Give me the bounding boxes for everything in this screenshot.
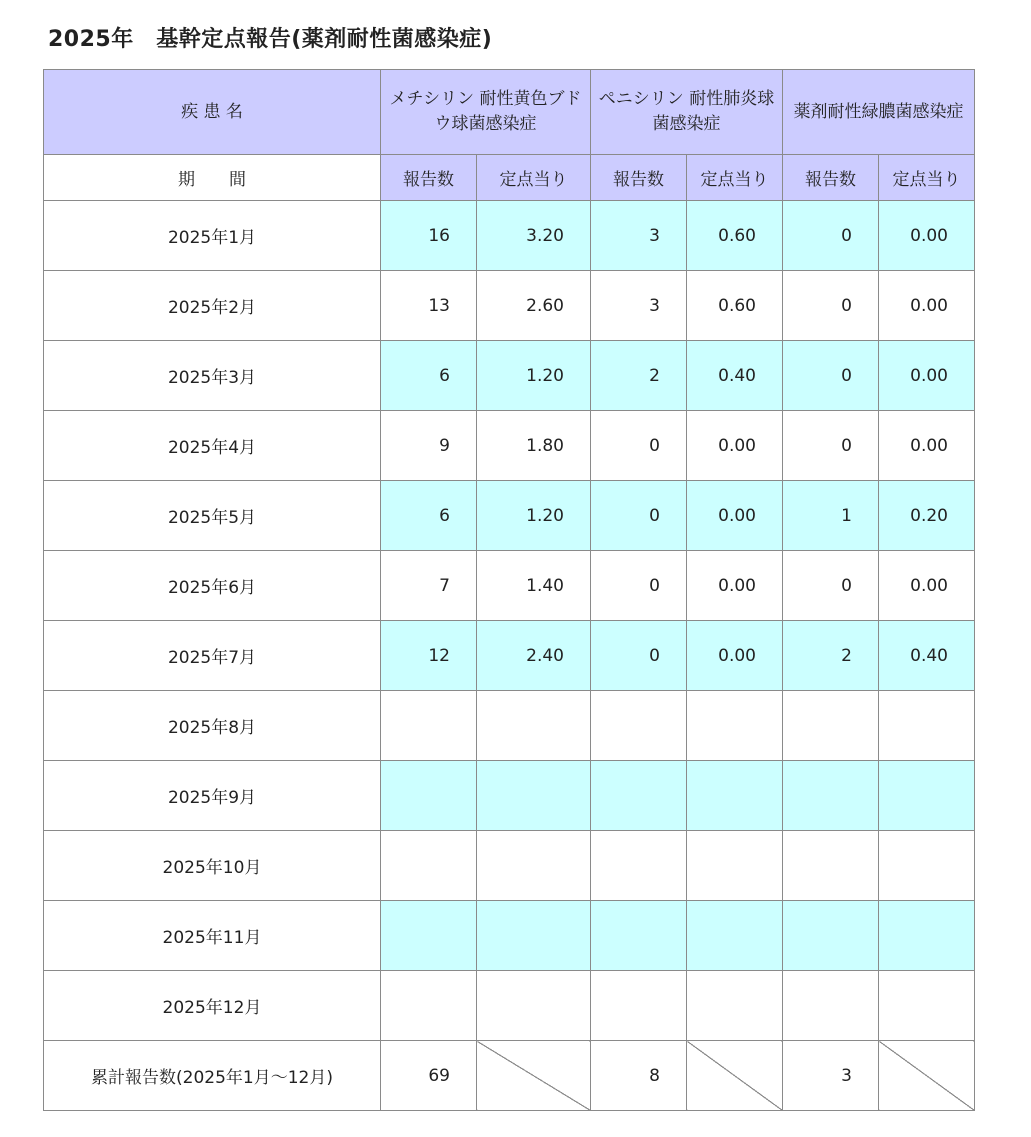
report-count-cell xyxy=(783,901,879,971)
per-sentinel-cell xyxy=(477,831,591,901)
disease-name-header: 疾 患 名 xyxy=(44,70,381,155)
table-row xyxy=(44,831,975,901)
per-sentinel-cell: 0.20 xyxy=(879,481,975,551)
month-label: 2025年11月 xyxy=(44,901,381,971)
report-count-cell xyxy=(381,971,477,1041)
report-table xyxy=(43,69,975,1111)
month-label: 2025年1月 xyxy=(44,201,381,271)
report-count-cell: 0 xyxy=(783,341,879,411)
table-row xyxy=(44,761,975,831)
report-count-cell: 1 xyxy=(783,481,879,551)
per-sentinel-cell xyxy=(879,971,975,1041)
month-label: 2025年6月 xyxy=(44,551,381,621)
month-label: 2025年5月 xyxy=(44,481,381,551)
month-label: 2025年4月 xyxy=(44,411,381,481)
per-sentinel-cell: 0.40 xyxy=(687,341,783,411)
table-row xyxy=(44,691,975,761)
report-count-cell: 16 xyxy=(381,201,477,271)
per-sentinel-cell: 0.00 xyxy=(687,621,783,691)
month-label: 2025年10月 xyxy=(44,831,381,901)
report-count-cell xyxy=(591,971,687,1041)
per-sentinel-cell xyxy=(879,761,975,831)
report-count-cell: 0 xyxy=(783,411,879,481)
per-sentinel-cell xyxy=(687,831,783,901)
per-sentinel-cell: 0.40 xyxy=(879,621,975,691)
total-count-prsp: 8 xyxy=(591,1041,687,1111)
per-sentinel-cell: 0.00 xyxy=(687,551,783,621)
report-count-cell: 2 xyxy=(783,621,879,691)
disease-header-mdrp: 薬剤耐性緑膿菌感染症 xyxy=(783,70,975,155)
table-row xyxy=(44,551,975,621)
report-count-cell: 0 xyxy=(591,411,687,481)
report-count-cell xyxy=(591,831,687,901)
table-row xyxy=(44,271,975,341)
per-sentinel-cell: 2.40 xyxy=(477,621,591,691)
per-sentinel-cell: 0.00 xyxy=(879,271,975,341)
report-count-cell: 12 xyxy=(381,621,477,691)
per-sentinel-cell: 0.60 xyxy=(687,271,783,341)
diagonal-cell xyxy=(687,1041,783,1111)
rate-header: 定点当り xyxy=(477,155,591,201)
report-count-cell: 0 xyxy=(591,481,687,551)
report-count-cell xyxy=(381,901,477,971)
per-sentinel-cell: 0.00 xyxy=(879,551,975,621)
per-sentinel-cell: 0.00 xyxy=(687,481,783,551)
total-count-mdrp: 3 xyxy=(783,1041,879,1111)
report-count-cell xyxy=(591,761,687,831)
report-count-cell: 0 xyxy=(591,551,687,621)
per-sentinel-cell: 0.00 xyxy=(879,201,975,271)
report-count-cell: 9 xyxy=(381,411,477,481)
per-sentinel-cell: 0.00 xyxy=(879,411,975,481)
report-count-cell xyxy=(591,691,687,761)
report-count-cell: 3 xyxy=(591,271,687,341)
per-sentinel-cell xyxy=(477,761,591,831)
per-sentinel-cell xyxy=(687,901,783,971)
per-sentinel-cell xyxy=(477,971,591,1041)
per-sentinel-cell xyxy=(879,901,975,971)
report-count-cell xyxy=(381,831,477,901)
table-row xyxy=(44,621,975,691)
diagonal-cell xyxy=(879,1041,975,1111)
month-label: 2025年12月 xyxy=(44,971,381,1041)
table-row xyxy=(44,201,975,271)
period-header: 期 間 xyxy=(44,155,381,201)
table-row xyxy=(44,341,975,411)
table-row xyxy=(44,971,975,1041)
per-sentinel-cell: 0.60 xyxy=(687,201,783,271)
report-count-cell: 0 xyxy=(783,201,879,271)
report-count-cell: 7 xyxy=(381,551,477,621)
total-row xyxy=(44,1041,975,1111)
disease-header-prsp: ペニシリン 耐性肺炎球菌感染症 xyxy=(591,70,783,155)
report-count-cell xyxy=(783,831,879,901)
report-count-cell xyxy=(381,691,477,761)
report-count-cell: 3 xyxy=(591,201,687,271)
table-row xyxy=(44,901,975,971)
report-count-cell: 0 xyxy=(783,271,879,341)
month-label: 2025年9月 xyxy=(44,761,381,831)
per-sentinel-cell xyxy=(477,691,591,761)
page-title: 2025年 基幹定点報告(薬剤耐性菌感染症) xyxy=(48,27,493,52)
per-sentinel-cell: 1.20 xyxy=(477,481,591,551)
per-sentinel-cell xyxy=(687,971,783,1041)
per-sentinel-cell xyxy=(687,761,783,831)
report-count-cell: 2 xyxy=(591,341,687,411)
per-sentinel-cell xyxy=(477,901,591,971)
per-sentinel-cell: 1.80 xyxy=(477,411,591,481)
diagonal-cell xyxy=(477,1041,591,1111)
count-header: 報告数 xyxy=(783,155,879,201)
month-label: 2025年3月 xyxy=(44,341,381,411)
report-count-cell xyxy=(783,971,879,1041)
report-count-cell: 6 xyxy=(381,341,477,411)
report-count-cell: 6 xyxy=(381,481,477,551)
report-count-cell xyxy=(783,761,879,831)
report-count-cell: 0 xyxy=(591,621,687,691)
table-row xyxy=(44,411,975,481)
count-header: 報告数 xyxy=(591,155,687,201)
disease-header-mrsa: メチシリン 耐性黄色ブドウ球菌感染症 xyxy=(381,70,591,155)
total-count-mrsa: 69 xyxy=(381,1041,477,1111)
month-label: 2025年7月 xyxy=(44,621,381,691)
per-sentinel-cell xyxy=(879,691,975,761)
report-count-cell xyxy=(591,901,687,971)
subheader-row xyxy=(44,155,975,201)
rate-header: 定点当り xyxy=(879,155,975,201)
rate-header: 定点当り xyxy=(687,155,783,201)
report-count-cell xyxy=(783,691,879,761)
per-sentinel-cell: 1.20 xyxy=(477,341,591,411)
report-count-cell xyxy=(381,761,477,831)
disease-header-row xyxy=(44,70,975,155)
report-count-cell: 0 xyxy=(783,551,879,621)
per-sentinel-cell: 0.00 xyxy=(879,341,975,411)
per-sentinel-cell: 0.00 xyxy=(687,411,783,481)
report-count-cell: 13 xyxy=(381,271,477,341)
per-sentinel-cell: 1.40 xyxy=(477,551,591,621)
month-label: 2025年8月 xyxy=(44,691,381,761)
per-sentinel-cell xyxy=(687,691,783,761)
count-header: 報告数 xyxy=(381,155,477,201)
per-sentinel-cell: 2.60 xyxy=(477,271,591,341)
month-label: 2025年2月 xyxy=(44,271,381,341)
per-sentinel-cell: 3.20 xyxy=(477,201,591,271)
per-sentinel-cell xyxy=(879,831,975,901)
table-row xyxy=(44,481,975,551)
total-label: 累計報告数(2025年1月～12月) xyxy=(44,1041,381,1111)
